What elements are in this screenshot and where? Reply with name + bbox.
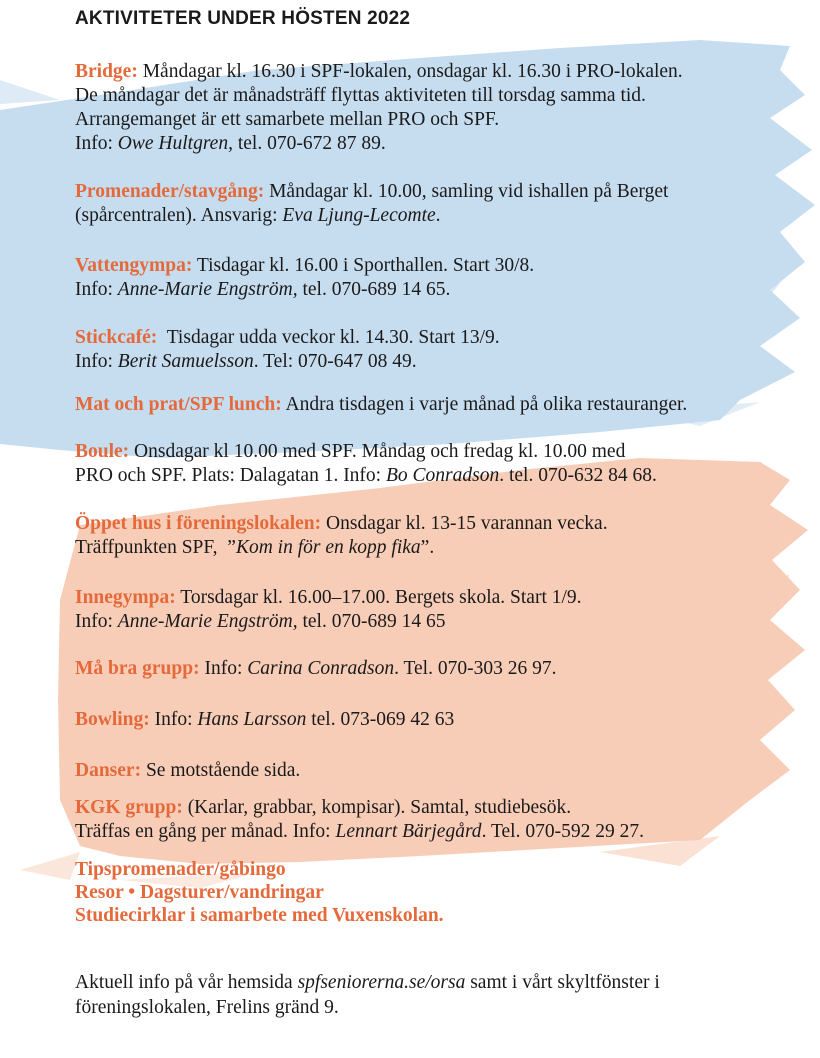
activity-boule xyxy=(75,440,795,488)
activity-label: Bowling: xyxy=(75,709,150,730)
activity-text: (Karlar, grabbar, kompisar). Samtal, studiebesök. xyxy=(182,797,572,818)
footer-info xyxy=(75,970,765,1020)
info-prefix: Info: xyxy=(149,709,198,730)
activity-text: (spårcentralen). Ansvarig: xyxy=(75,205,283,226)
list-item: Studiecirklar i samarbete med Vuxenskolan. xyxy=(75,905,444,926)
activity-text: ”. xyxy=(420,537,435,558)
info-prefix: Info: xyxy=(75,279,118,300)
activity-text: Måndagar kl. 10.00, samling vid ishallen på Berget xyxy=(264,181,669,202)
contact-name: Anne-Marie Engström, xyxy=(117,611,298,632)
contact-phone: . Tel. 070-303 26 97. xyxy=(394,658,557,679)
contact-phone: tel. 070-689 14 65. xyxy=(297,279,451,300)
info-prefix: Info: xyxy=(75,351,118,372)
list-item: Tipspromenader/gåbingo xyxy=(75,859,286,880)
activity-text: Träffpunkten SPF, ” xyxy=(75,537,236,558)
activity-text: Onsdagar kl. 13-15 varannan vecka. xyxy=(321,513,608,534)
contact-name: Lennart Bärjegård xyxy=(335,821,482,842)
activity-text: Torsdagar kl. 16.00–17.00. Bergets skola. Start 1/9. xyxy=(175,587,582,608)
activity-text: Tisdagar udda veckor kl. 14.30. Start 13/9. xyxy=(157,327,500,348)
contact-name: Anne-Marie Engström, xyxy=(117,279,298,300)
contact-name: Eva Ljung-Lecomte xyxy=(282,205,436,226)
contact-phone: tel. 073-069 42 63 xyxy=(306,709,455,730)
activity-promenader xyxy=(75,180,795,228)
activity-text: Träffas en gång per månad. Info: xyxy=(75,821,336,842)
contact-phone: . Tel. 070-592 29 27. xyxy=(481,821,644,842)
contact-name: Bo Conradson xyxy=(385,465,500,486)
page-title: AKTIVITETER UNDER HÖSTEN 2022 xyxy=(75,8,411,29)
activity-label: Vattengympa: xyxy=(75,255,193,276)
activity-label: Promenader/stavgång: xyxy=(75,181,265,202)
info-prefix: Info: xyxy=(75,133,118,154)
activity-text: Tisdagar kl. 16.00 i Sporthallen. Start 30/8. xyxy=(192,255,535,276)
activity-bowling xyxy=(75,708,795,732)
info-prefix: Info: xyxy=(199,658,248,679)
activity-text: . xyxy=(435,205,441,226)
list-item: Resor • Dagsturer/vandringar xyxy=(75,882,324,903)
activity-bridge xyxy=(75,60,795,156)
contact-name: Owe Hultgren, xyxy=(117,133,233,154)
footer-text: samt i vårt skyltfönster i föreningslokalen, Frelins gränd 9. xyxy=(75,972,660,1018)
activity-innegympa xyxy=(75,586,795,634)
footer-text: Aktuell info på vår hemsida xyxy=(75,972,298,993)
info-prefix: Info: xyxy=(75,611,118,632)
activity-stickcafe xyxy=(75,326,795,374)
contact-phone: . Tel: 070-647 08 49. xyxy=(253,351,417,372)
activity-vattengympa xyxy=(75,254,795,302)
activity-label: Stickcafé: xyxy=(75,327,158,348)
activity-text: Måndagar kl. 16.30 i SPF-lokalen, onsdagar kl. 16.30 i PRO-lokalen. xyxy=(137,61,683,82)
activity-kgk-grupp xyxy=(75,796,795,844)
contact-phone: . tel. 070-632 84 68. xyxy=(499,465,657,486)
activity-danser xyxy=(75,759,795,783)
contact-name: Berit Samuelsson xyxy=(117,351,254,372)
activity-text: De måndagar det är månadsträff flyttas aktiviteten till torsdag samma tid. xyxy=(75,85,646,106)
activity-oppet-hus xyxy=(75,512,795,560)
extra-activities-list xyxy=(75,858,444,927)
activity-text: Andra tisdagen i varje månad på olika restauranger. xyxy=(281,394,688,415)
activity-mat-och-prat xyxy=(75,393,795,417)
activity-label: Öppet hus i föreningslokalen: xyxy=(75,513,322,534)
activity-label: Må bra grupp: xyxy=(75,658,200,679)
activity-text: Onsdagar kl 10.00 med SPF. Måndag och fredag kl. 10.00 med xyxy=(129,441,626,462)
contact-phone: tel. 070-672 87 89. xyxy=(232,133,386,154)
activity-text: Se motstående sida. xyxy=(141,760,301,781)
activity-ma-bra-grupp xyxy=(75,657,795,681)
activity-label: Innegympa: xyxy=(75,587,176,608)
quote-text: Kom in för en kopp fika xyxy=(235,537,421,558)
activity-text: Arrangemanget är ett samarbete mellan PRO och SPF. xyxy=(75,109,500,130)
activity-label: KGK grupp: xyxy=(75,797,183,818)
contact-name: Carina Conradson xyxy=(247,658,395,679)
activity-label: Bridge: xyxy=(75,61,138,82)
contact-phone: tel. 070-689 14 65 xyxy=(297,611,446,632)
activity-text: PRO och SPF. Plats: Dalagatan 1. Info: xyxy=(75,465,386,486)
activity-label: Mat och prat/SPF lunch: xyxy=(75,394,282,415)
activity-label: Danser: xyxy=(75,760,142,781)
contact-name: Hans Larsson xyxy=(197,709,307,730)
activity-label: Boule: xyxy=(75,441,130,462)
website-link[interactable]: spfseniorerna.se/orsa xyxy=(297,972,466,993)
